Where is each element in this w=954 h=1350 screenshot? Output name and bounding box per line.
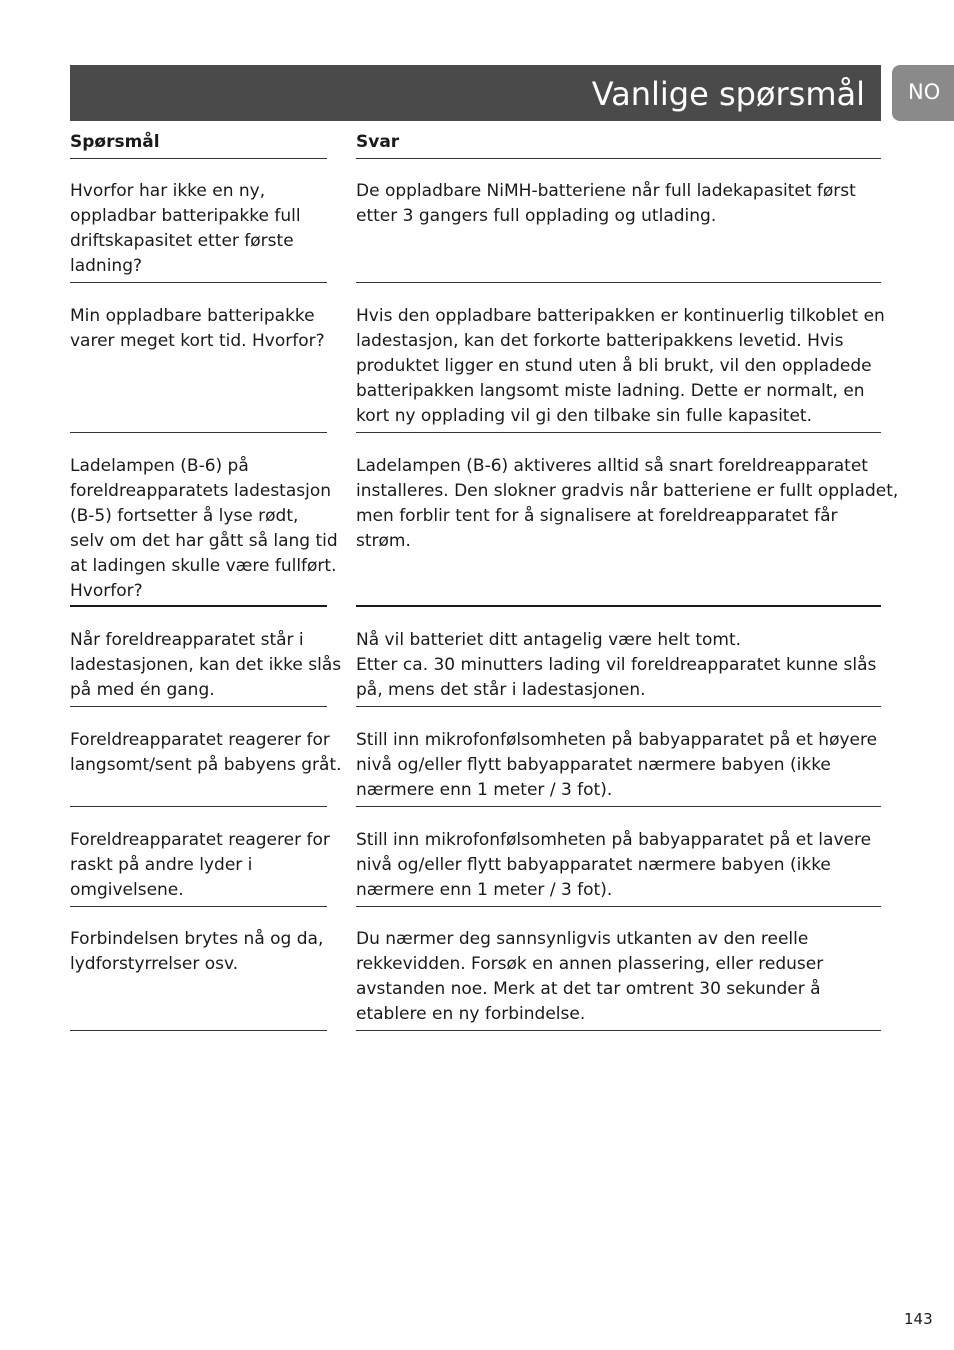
faq-answer: Hvis den oppladbare batteripakken er kontinuerlig tilkoblet en ladestasjon, kan det forkorte batteripakkens levetid. Hvis produktet ligger en stund uten å bli brukt, vil den oppladede batteripakken langsomt miste ladning. Dette er normalt, en kort ny opplading vil gi den tilbake sin fulle kapasitet.: [356, 306, 885, 426]
faq-question: Foreldreapparatet reagerer for raskt på andre lyder i omgivelsene.: [70, 830, 330, 900]
question-column-heading: Spørsmål: [70, 132, 160, 152]
question-row-rule: [70, 706, 327, 707]
question-row-rule: [70, 906, 327, 907]
answer-row-rule: [356, 906, 881, 907]
faq-answer: Du nærmer deg sannsynligvis utkanten av den reelle rekkevidden. Forsøk en annen plassering, eller reduser avstanden noe. Merk at det tar omtrent 30 sekunder å etablere en ny forbindelse.: [356, 929, 824, 1024]
faq-question: Hvorfor har ikke en ny, oppladbar batteripakke full driftskapasitet etter første ladning?: [70, 181, 301, 276]
language-tab: [892, 65, 954, 121]
page-header-bar: [70, 65, 881, 121]
faq-answer: Still inn mikrofonfølsomheten på babyapparatet på et lavere nivå og/eller flytt babyapparatet nærmere babyen (ikke nærmere enn 1 meter / 3 fot).: [356, 830, 872, 900]
answer-row-rule: [356, 432, 881, 433]
answer-row-rule: [356, 706, 881, 707]
faq-question: Foreldreapparatet reagerer for langsomt/sent på babyens gråt.: [70, 730, 342, 775]
answer-heading-rule: [356, 158, 881, 159]
faq-answer: Nå vil batteriet ditt antagelig være helt tomt. Etter ca. 30 minutters lading vil foreldreapparatet kunne slås på, mens det står i ladestasjonen.: [356, 630, 877, 700]
faq-answer: De oppladbare NiMH-batteriene når full ladekapasitet først etter 3 gangers full opplading og utlading.: [356, 181, 856, 226]
question-row-rule: [70, 605, 327, 607]
faq-answer: Ladelampen (B-6) aktiveres alltid så snart foreldreapparatet installeres. Den slokner gradvis når batteriene er fullt oppladet, men forblir tent for å signalisere at foreldreapparatet får strøm.: [356, 456, 899, 551]
question-row-rule: [70, 432, 327, 433]
page-number: 143: [904, 1310, 933, 1328]
answer-row-rule: [356, 605, 881, 607]
faq-question: Min oppladbare batteripakke varer meget kort tid. Hvorfor?: [70, 306, 325, 351]
answer-row-rule: [356, 282, 881, 283]
faq-question: Forbindelsen brytes nå og da, lydforstyrrelser osv.: [70, 929, 324, 974]
faq-answer: Still inn mikrofonfølsomheten på babyapparatet på et høyere nivå og/eller flytt babyapparatet nærmere babyen (ikke nærmere enn 1 meter / 3 fot).: [356, 730, 878, 800]
question-row-rule: [70, 1030, 327, 1031]
language-tab-label: NO: [908, 80, 941, 104]
question-heading-rule: [70, 158, 327, 159]
page-title: Vanlige spørsmål: [591, 75, 865, 113]
answer-row-rule: [356, 1030, 881, 1031]
answer-column-heading: Svar: [356, 132, 400, 152]
answer-row-rule: [356, 806, 881, 807]
question-row-rule: [70, 282, 327, 283]
faq-question: Ladelampen (B-6) på foreldreapparatets ladestasjon (B-5) fortsetter å lyse rødt, selv om det har gått så lang tid at ladingen skulle være fullført. Hvorfor?: [70, 456, 338, 601]
faq-question: Når foreldreapparatet står i ladestasjonen, kan det ikke slås på med én gang.: [70, 630, 342, 700]
question-row-rule: [70, 806, 327, 807]
